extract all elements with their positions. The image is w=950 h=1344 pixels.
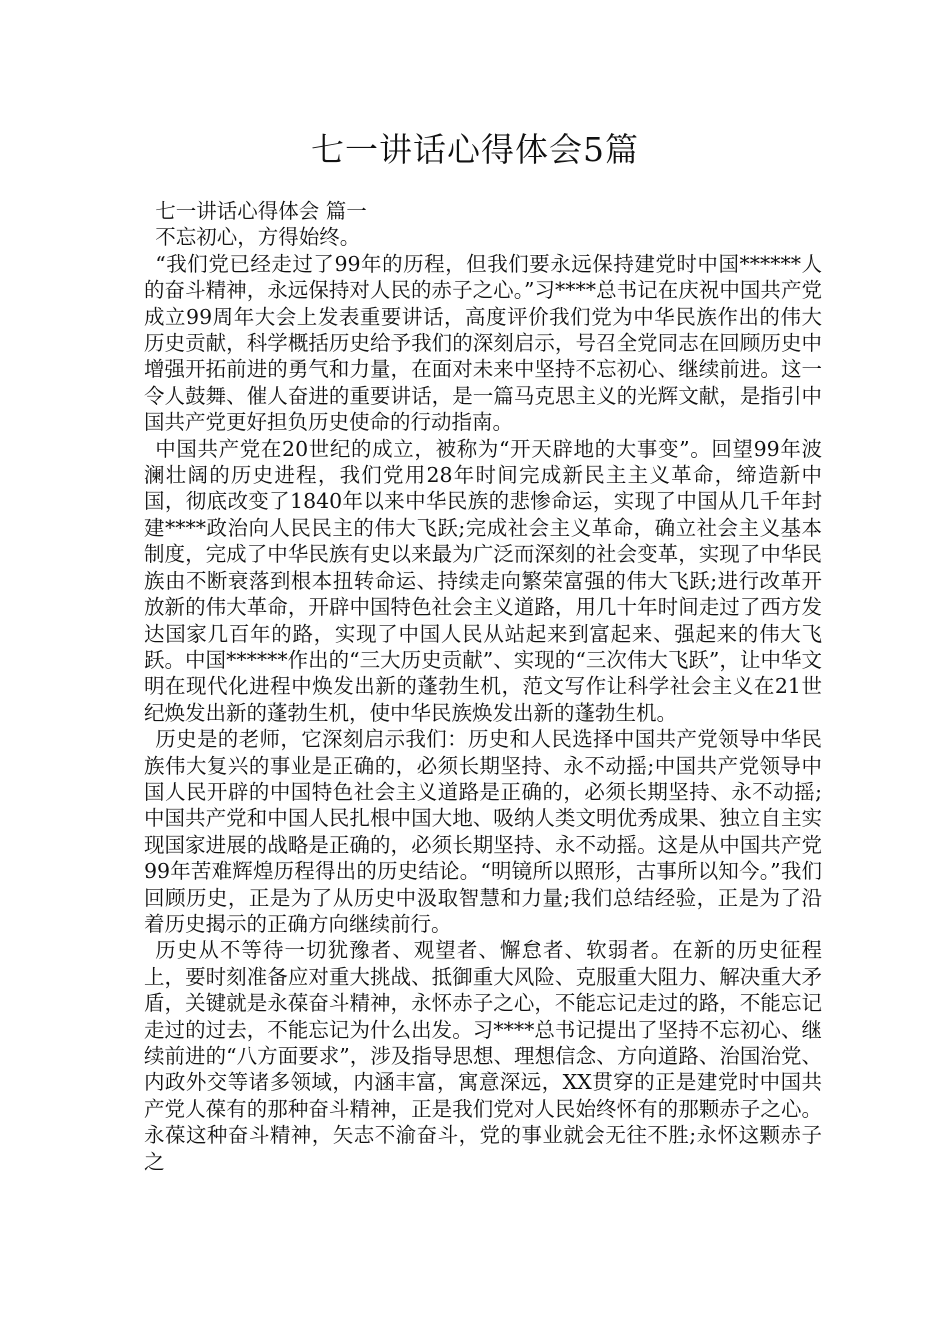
section-heading: 七一讲话心得体会 篇一 [155, 199, 367, 223]
paragraph: 历史从不等待一切犹豫者、观望者、懈怠者、软弱者。在新的历史征程上，要时刻准备应对重大挑战、抵御重大风险、克服重大阻力、解决重大矛盾，关键就是永葆奋斗精神，永怀赤子之心，不能忘记走过的路，不能忘记走过的过去，不能忘记为什么出发。习****总书记提出了坚持不忘初心、继续前进的“八方面要求”，涉及指导思想、理想信念、方向道路、治国治党、内政外交等诸多领域，内涵丰富，寓意深远，XX贯穿的正是建党时中国共产党人葆有的那种奋斗精神，正是我们党对人民始终怀有的那颗赤子之心。永葆这种奋斗精神，矢志不渝奋斗，党的事业就会无往不胜;永怀这颗赤子之 [144, 938, 822, 1174]
document-body [144, 198, 822, 1175]
paragraph: 不忘初心，方得始终。 [155, 225, 361, 250]
paragraph: 历史是的老师，它深刻启示我们：历史和人民选择中国共产党领导中华民族伟大复兴的事业是正确的，必须长期坚持、永不动摇;中国共产党领导中国人民开辟的中国特色社会主义道路是正确的，必须长期坚持、永不动摇;中国共产党和中国人民扎根中国大地、吸纳人类文明优秀成果、独立自主实现国家进展的战略是正确的，必须长期坚持、永不动摇。这是从中国共产党99年苦难辉煌历程得出的历史结论。“明镜所以照形，古事所以知今。”我们回顾历史，正是为了从历史中汲取智慧和力量;我们总结经验，正是为了沿着历史揭示的正确方向继续前行。 [144, 727, 822, 936]
document-title: 七一讲话心得体会5篇 [311, 130, 639, 169]
paragraph: 中国共产党在20世纪的成立，被称为“开天辟地的大事变”。回望99年波澜壮阔的历史进程，我们党用28年时间完成新民主主义革命，缔造新中国，彻底改变了1840年以来中华民族的悲惨命运，实现了中国从几千年封建****政治向人民民主的伟大飞跃;完成社会主义革命，确立社会主义基本制度，完成了中华民族有史以来最为广泛而深刻的社会变革，实现了中华民族由不断衰落到根本扭转命运、持续走向繁荣富强的伟大飞跃;进行改革开放新的伟大革命，开辟中国特色社会主义道路，用几十年时间走过了西方发达国家几百年的路，实现了中国人民从站起来到富起来、强起来的伟大飞跃。中国******作出的“三大历史贡献”、实现的“三次伟大飞跃”，让中华文明在现代化进程中焕发出新的蓬勃生机，范文写作让科学社会主义在21世纪焕发出新的蓬勃生机，使中华民族焕发出新的蓬勃生机。 [144, 436, 822, 725]
paragraph: “我们党已经走过了99年的历程，但我们要永远保持建党时中国******人的奋斗精神，永远保持对人民的赤子之心。”习****总书记在庆祝中国共产党成立99周年大会上发表重要讲话，高度评价我们党为中华民族作出的伟大历史贡献，科学概括历史给予我们的深刻启示，号召全党同志在回顾历史中增强开拓前进的勇气和力量，在面对未来中坚持不忘初心、继续前进。这一令人鼓舞、催人奋进的重要讲话，是一篇马克思主义的光辉文献，是指引中国共产党更好担负历史使命的行动指南。 [144, 251, 822, 435]
